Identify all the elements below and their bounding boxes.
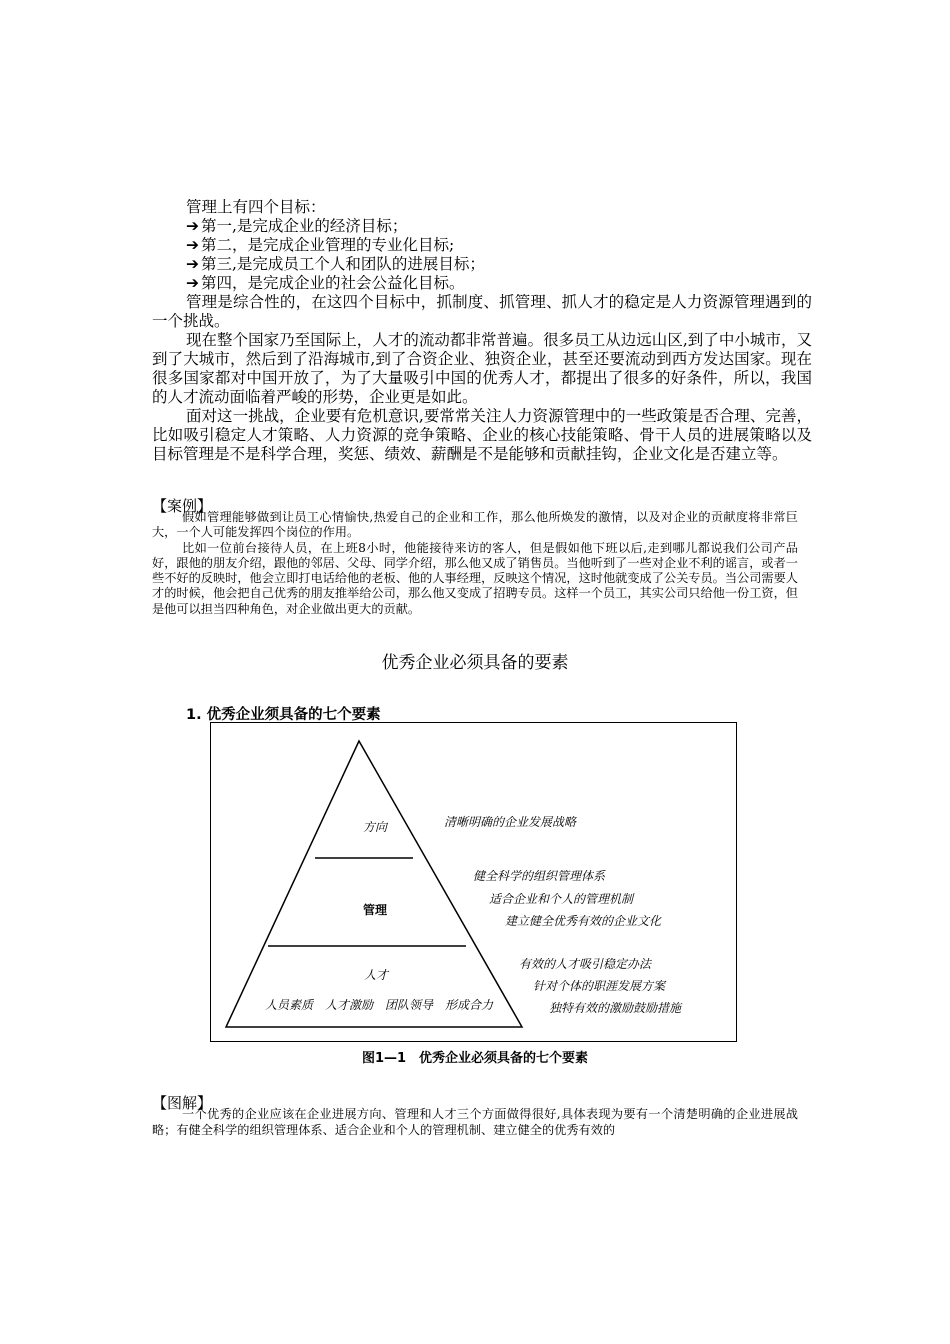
goal-item: ➔ 第三,是完成员工个人和团队的进展目标； xyxy=(186,255,485,273)
diagram-body xyxy=(152,1107,798,1138)
goal-item: ➔ 第二，是完成企业管理的专业化目标; xyxy=(186,236,455,254)
level-talent-label: 人才 xyxy=(364,968,389,982)
talent-note: 独特有效的激励鼓励措施 xyxy=(549,1001,682,1015)
talent-item: 人员素质 xyxy=(265,998,314,1012)
figure-caption: 图1—1 优秀企业必须具备的七个要素 xyxy=(361,1051,589,1066)
goal-item: ➔ 第四，是完成企业的社会公益化目标。 xyxy=(186,274,465,292)
pyramid-outline xyxy=(226,741,522,1027)
arrow-right-icon: ➔ xyxy=(186,236,199,254)
talent-item: 形成合力 xyxy=(445,998,494,1012)
diagram-heading: 【图解】 xyxy=(152,1094,213,1112)
sub-heading: 1. 优秀企业须具备的七个要素 xyxy=(186,707,381,723)
case-paragraph: 假如管理能够做到让员工心情愉快,热爱自己的企业和工作，那么他所焕发的激情，以及对企业的贡献度将非常巨大，一个人可能发挥四个岗位的作用。 xyxy=(152,510,798,540)
diagram-paragraph: 一个优秀的企业应该在企业进展方向、管理和人才三个方面做得很好,具体表现为要有一个清楚明确的企业进展战略；有健全科学的组织管理体系、适合企业和个人的管理机制、建立健全的优秀有效的 xyxy=(152,1107,798,1137)
arrow-right-icon: ➔ xyxy=(186,255,199,273)
section-title: 优秀企业必须具备的要素 xyxy=(381,653,569,673)
level-direction-label: 方向 xyxy=(363,820,388,834)
goal-item: ➔ 第一,是完成企业的经济目标； xyxy=(186,217,408,235)
case-heading: 【案例】 xyxy=(152,497,213,515)
paragraph: 面对这一挑战，企业要有危机意识,要常常关注人力资源管理中的一些政策是否合理、完善，比如吸引稳定人才策略、人力资源的竞争策略、企业的核心技能策略、骨干人员的进展策略以及目标管理是不是科学合理，奖惩、绩效、薪酬是不是能够和贡献挂钩，企业文化是否建立等。 xyxy=(152,407,812,463)
talent-note: 有效的人才吸引稳定办法 xyxy=(519,957,652,971)
talent-note: 针对个体的职涯发展方案 xyxy=(533,979,666,993)
goals-section xyxy=(152,198,812,464)
arrow-right-icon: ➔ xyxy=(186,217,199,235)
management-note: 适合企业和个人的管理机制 xyxy=(489,892,634,906)
level-management-label: 管理 xyxy=(363,903,388,917)
case-body xyxy=(152,510,798,617)
paragraph: 现在整个国家乃至国际上，人才的流动都非常普遍。很多员工从边远山区,到了中小城市，又到了大城市，然后到了沿海城市,到了合资企业、独资企业，甚至还要流动到西方发达国家。现在很多国家都对中国开放了，为了大量吸引中国的优秀人才，都提出了很多的好条件，所以，我国的人才流动面临着严峻的形势，企业更是如此。 xyxy=(152,331,812,406)
management-note: 建立健全优秀有效的企业文化 xyxy=(505,914,662,928)
direction-note: 清晰明确的企业发展战略 xyxy=(444,815,577,829)
talent-item: 团队领导 xyxy=(385,998,434,1012)
talent-item: 人才激励 xyxy=(325,998,374,1012)
pyramid-figure xyxy=(210,722,737,1042)
case-paragraph: 比如一位前台接待人员，在上班8小时，他能接待来访的客人，但是假如他下班以后,走到哪儿都说我们公司产品好，跟他的朋友介绍，跟他的邻居、父母、同学介绍，那么他又成了销售员。当他听到了一些对企业不利的谣言，或者一些不好的反映时，他会立即打电话给他的老板、他的人事经理，反映这个情况，这时他就变成了公关专员。当公司需要人才的时候，他会把自己优秀的朋友推举给公司，那么他又变成了招聘专员。这样一个员工，其实公司只给他一份工资，但是他可以担当四种角色，对企业做出更大的贡献。 xyxy=(152,540,798,616)
goals-intro: 管理上有四个目标： xyxy=(186,198,326,216)
arrow-right-icon: ➔ xyxy=(186,274,199,292)
management-note: 健全科学的组织管理体系 xyxy=(473,869,606,883)
paragraph: 管理是综合性的，在这四个目标中，抓制度、抓管理、抓人才的稳定是人力资源管理遇到的一个挑战。 xyxy=(152,293,812,330)
